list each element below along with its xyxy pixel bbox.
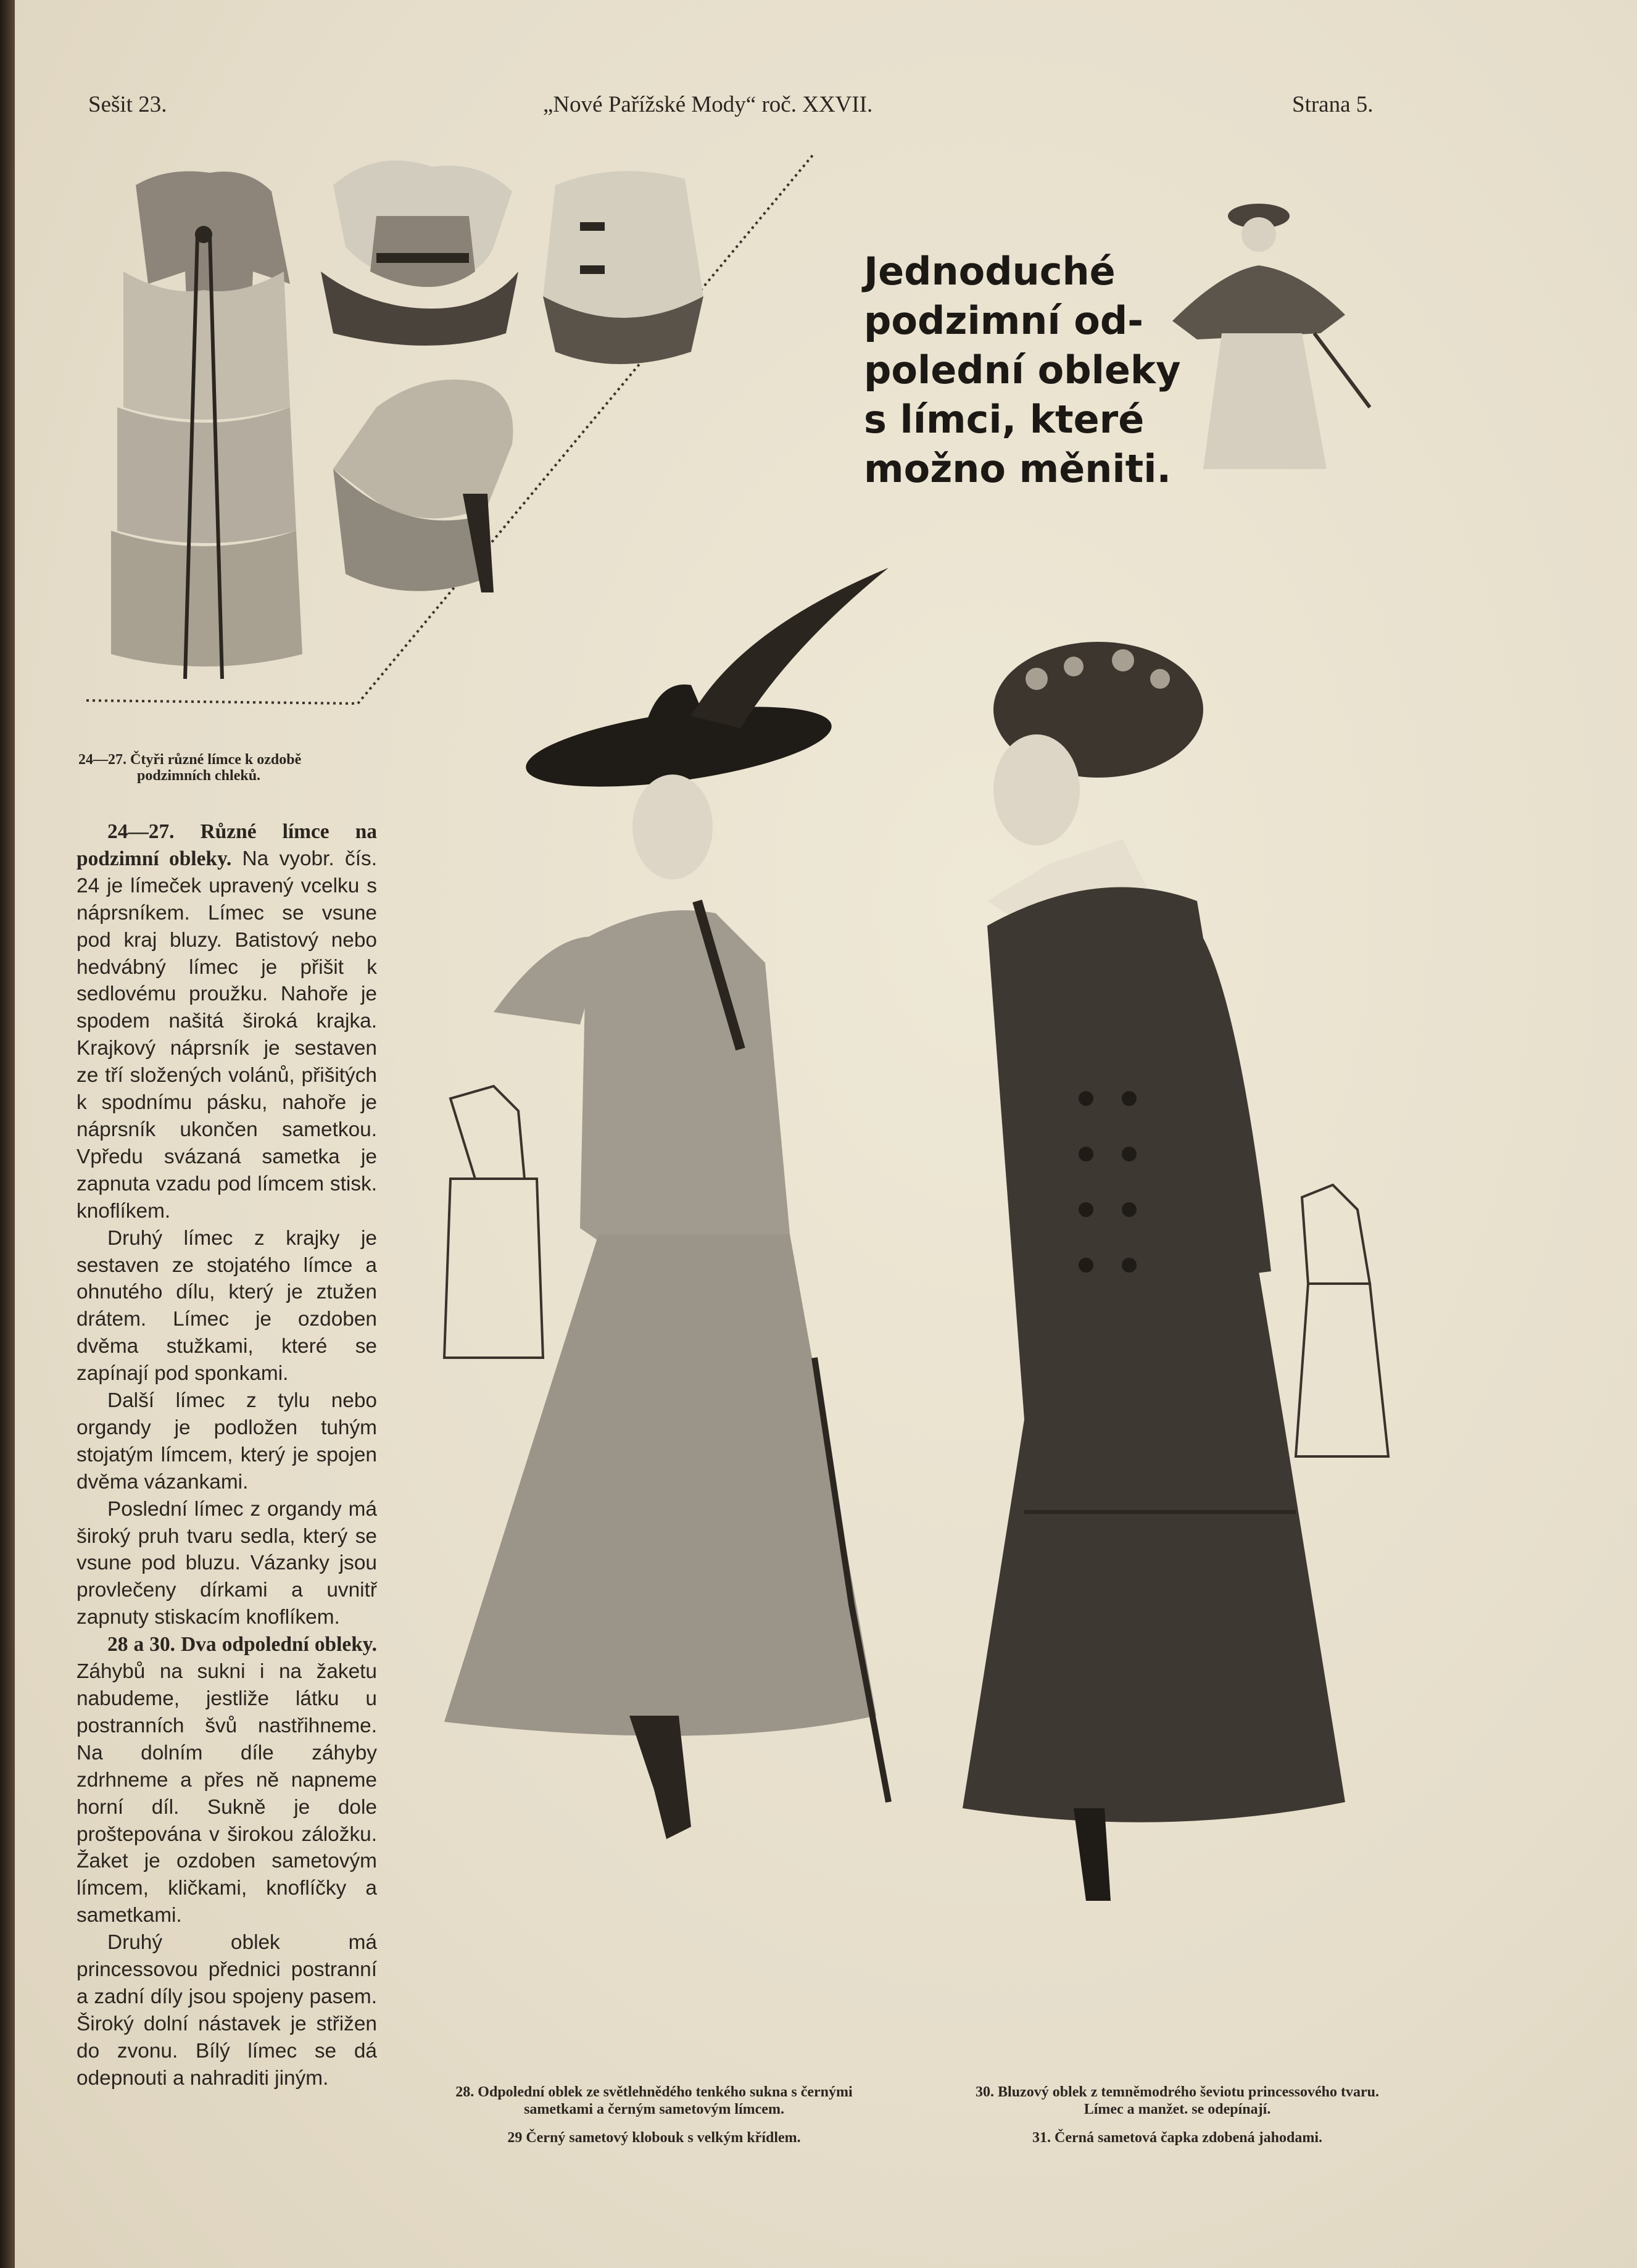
paragraph-text: Záhybů na sukni i na žaketu nabudeme, jestliže látku u postranních švů nastřihneme. Na dolním díle záhyby zdrhneme a přes ně napneme horní díl. Sukně je dole proštepována v širokou záložku. Žaket je ozdoben sametovým límcem, kličkami, knoflíčky a sametkami. bbox=[77, 1660, 377, 1927]
headline-line: s límci, které bbox=[864, 397, 1145, 442]
figure-caption-24-27 bbox=[78, 752, 399, 784]
paragraph-text: Na vyobr. čís. 24 je límeček upravený vcelku s náprsníkem. Límec se vsune pod kraj bluzy. Batistový nebo hedvábný límec je přišit k sedlovému proužku. Nahoře je spodem našitá široká krajka. Krajkový náprsník je sestaven ze tří složených volánů, přišitých k spodnímu pásku, nahoře je náprsník ukončen sametkou. Vpředu svázaná sametka je zapnuta vzadu pod límcem stisk. knoflíkem. bbox=[77, 847, 377, 1223]
headline-line: možno měniti. bbox=[864, 446, 1172, 491]
magazine-title: „Nové Pařížské Mody“ roč. XXVII. bbox=[543, 92, 873, 117]
paragraph-heading: 24—27. Různé límce na podzimní obleky. bbox=[77, 820, 377, 870]
back-view-sketch-28 bbox=[444, 1086, 543, 1358]
collar-24-illustration bbox=[111, 172, 302, 679]
paragraph-heading: 28 a 30. Dva odpolední obleky. bbox=[107, 1633, 377, 1656]
paragraph-5 bbox=[77, 1631, 377, 1929]
collar-26-illustration bbox=[543, 171, 703, 364]
paragraph-1 bbox=[77, 818, 377, 1225]
caption-line: 24—27. Čtyři různé límce k ozdobě bbox=[78, 752, 302, 768]
headline-line: Jednoduché bbox=[864, 249, 1116, 294]
page-binding bbox=[0, 0, 15, 2268]
figure-30-dark-suit bbox=[963, 642, 1345, 1901]
headline-line: podzimní od- bbox=[864, 298, 1143, 343]
issue-number: Sešit 23. bbox=[88, 92, 167, 117]
figure-28-light-suit bbox=[444, 568, 889, 1839]
caption-28: 28. Odpolední oblek ze světlehnědého tenkého sukna s černými sametkami a černým sametovým límcem. bbox=[455, 2084, 853, 2117]
paragraph-4: Poslední límec z organdy má široký pruh tvaru sedla, který se vsune pod bluzu. Vázanky jsou provlečeny dírkami a uvnitř zapnuty stiskacím knoflíkem. bbox=[77, 1497, 377, 1629]
collar-25-illustration bbox=[321, 160, 518, 346]
paragraph-2: Druhý límec z krajky je sestaven ze stojatého límce a ohnutého dílu, který je ztužen drátem. Límec je ozdoben dvěma stužkami, které se zapínají pod sponkami. bbox=[77, 1226, 377, 1385]
caption-line: podzimních chleků. bbox=[137, 768, 261, 784]
article-body bbox=[77, 818, 377, 2092]
back-view-sketch-30 bbox=[1296, 1185, 1388, 1456]
caption-29: 29 Černý sametový klobouk s velkým křídlem. bbox=[507, 2130, 801, 2146]
cape-figure-illustration bbox=[1148, 185, 1395, 481]
paragraph-3: Další límec z tylu nebo organdy je podložen tuhým stojatým límcem, který je spojen dvěma vázankami. bbox=[77, 1389, 377, 1493]
headline-line: polední obleky bbox=[864, 347, 1181, 393]
article-headline bbox=[864, 247, 1181, 494]
caption-30: 30. Bluzový oblek z temněmodrého ševiotu princessového tvaru. Límec a manžet. se odepínají. bbox=[976, 2084, 1379, 2117]
caption-31: 31. Černá sametová čapka zdobená jahodami. bbox=[1032, 2130, 1322, 2146]
page-number: Strana 5. bbox=[1292, 92, 1374, 117]
paragraph-6: Druhý oblek má princessovou přednici postranní a zadní díly jsou spojeny pasem. Široký dolní nástavek je střižen do zvonu. Bílý límec se dá odepnouti a nahraditi jiným. bbox=[77, 1931, 377, 2090]
main-fashion-plate bbox=[420, 555, 1407, 2024]
